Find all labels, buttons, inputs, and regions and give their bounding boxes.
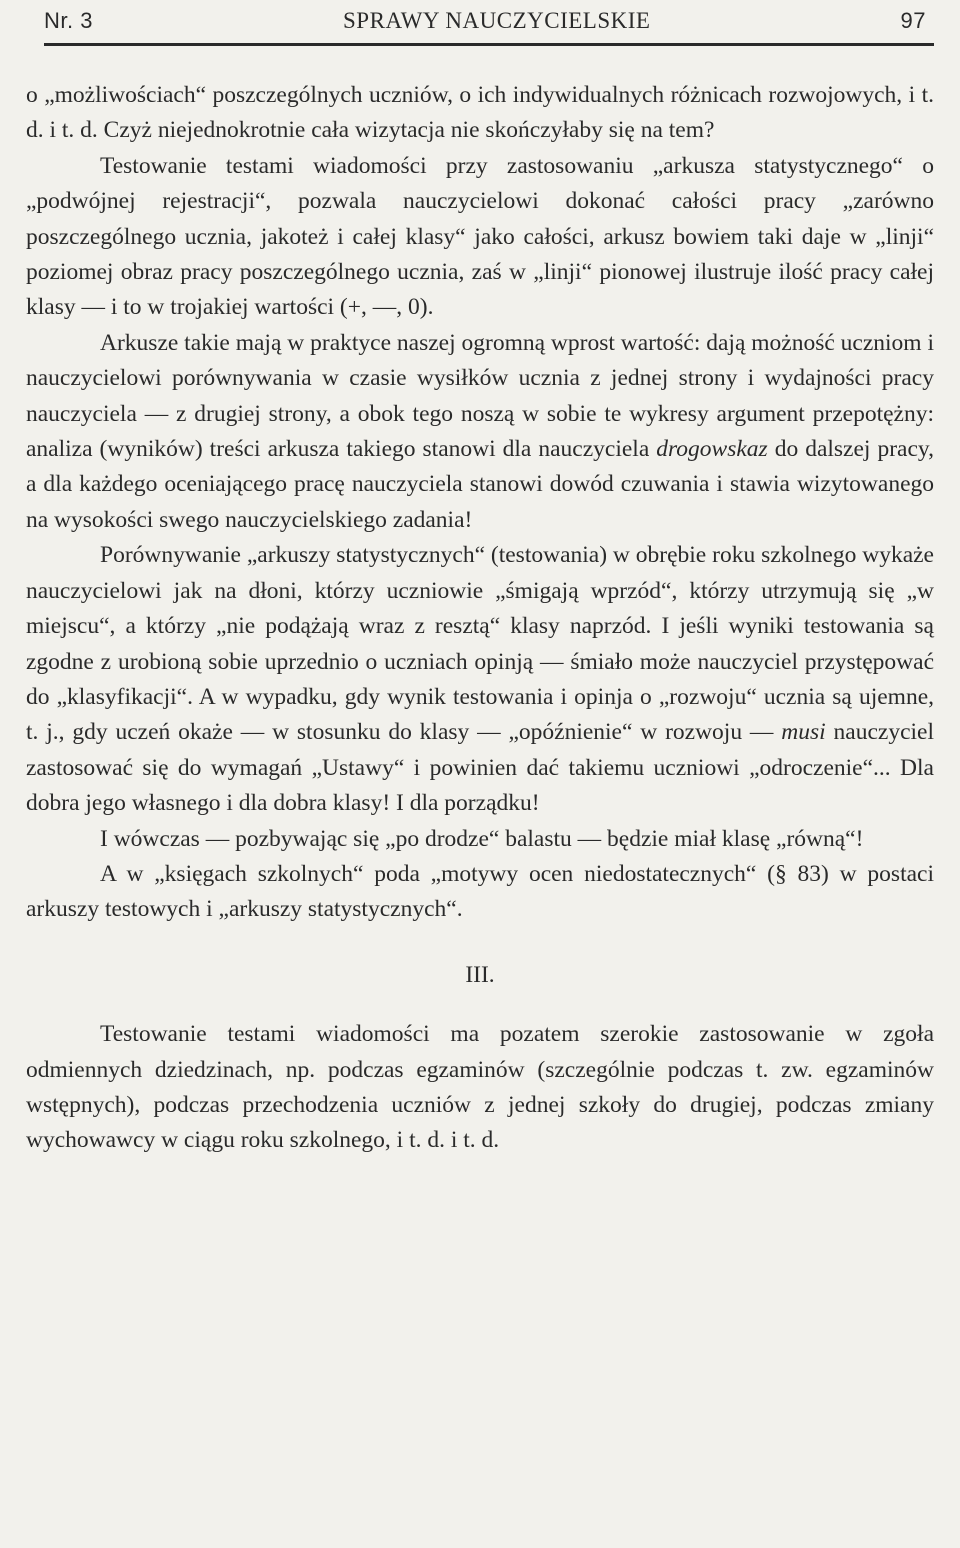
header-rule — [44, 43, 934, 46]
emphasis: musi — [781, 719, 826, 746]
article-body — [26, 78, 934, 1159]
journal-title: SPRAWY NAUCZYCIELSKIE — [343, 8, 651, 33]
paragraph-comparison — [26, 538, 934, 821]
paragraph-school-books: A w „księgach szkolnych“ poda „motywy ocen niedostatecznych“ (§ 83) w postaci arkuszy testowych i „arkuszy statystycznych“. — [26, 860, 934, 923]
issue-number: Nr. 3 — [44, 8, 93, 33]
text-span: Arkusze takie mają w praktyce naszej ogromną wprost wartość: dają możność uczniom i nauczycielowi porównywania w czasie wysiłków ucznia z jednej strony i wydajności pracy nauczyciela — z drugiej strony, a obok tego noszą w sobie te wykresy argument przepotężny: analiza (wyników) treści arkusza takiego stanowi dla nauczyciela — [26, 329, 934, 463]
page-number: 97 — [900, 8, 926, 33]
running-header — [44, 8, 926, 40]
text-span: nauczyciel zastosować się do wymagań „Ustawy“ i powinien dać takiemu uczniowi „odroczenie“... Dla dobra jego własnego i dla dobra klasy! I dla porządku! — [26, 719, 934, 817]
emphasis: drogowskaz — [656, 436, 768, 463]
section-heading: III. — [465, 961, 495, 988]
paragraph-continuation: o „możliwościach“ poszczególnych uczniów, o ich indywidualnych różnicach rozwojowych, i t. d. i t. d. Czyż niejednokrotnie cała wizytacja nie skończyłaby się na tem? — [26, 82, 934, 144]
paragraph-testing-sheet: Testowanie testami wiadomości przy zastosowaniu „arkusza statystycznego“ o „podwójnej rejestracji“, pozwala nauczycielowi dokonać całości pracy „zarówno poszczególnego ucznia, jakoteż i całej klasy“ jako całości, arkusz bowiem taki daje w „linji“ poziomej obraz pracy poszczególnego ucznia, zaś w „linji“ pionowej ilustruje ilość pracy całej klasy — i to w trojakiej wartości (+, —, 0). — [26, 152, 934, 321]
paragraph-equal-class: I wówczas — pozbywając się „po drodze“ balastu — będzie miał klasę „równą“! — [100, 825, 864, 852]
paragraph-section-iii: Testowanie testami wiadomości ma pozatem szerokie zastosowanie w zgoła odmiennych dziedzinach, np. podczas egzaminów (szczególnie podczas t. zw. egzaminów wstępnych), podczas przechodzenia uczniów z jednej szkoły do drugiej, podczas zmiany wychowawcy w ciągu roku szkolnego, i t. d. i t. d. — [26, 1021, 934, 1154]
paragraph-sheet-value — [26, 326, 934, 538]
text-span: Porównywanie „arkuszy statystycznych“ (testowania) w obrębie roku szkolnego wykaże nauczycielowi jak na dłoni, którzy uczniowie „śmigają wprzód“, którzy utrzymują się „w miejscu“, a którzy „nie podążają wraz z resztą“ klasy naprzód. I jeśli wyniki testowania są zgodne z urobioną sobie uprzednio o uczniach opinją — śmiało może nauczyciel przystępować do „klasyfikacji“. A w wypadku, gdy wynik testowania i opinja o „rozwoju“ ucznia są ujemne, t. j., gdy uczeń okaże — w stosunku do klasy — „opóźnienie“ w rozwoju — — [26, 542, 934, 746]
text-span: do dalszej pracy, a dla każdego oceniającego pracę nauczyciela stanowi dowód czuwania i stawia wizytowanego na wysokości swego nauczycielskiego zadania! — [26, 436, 934, 533]
